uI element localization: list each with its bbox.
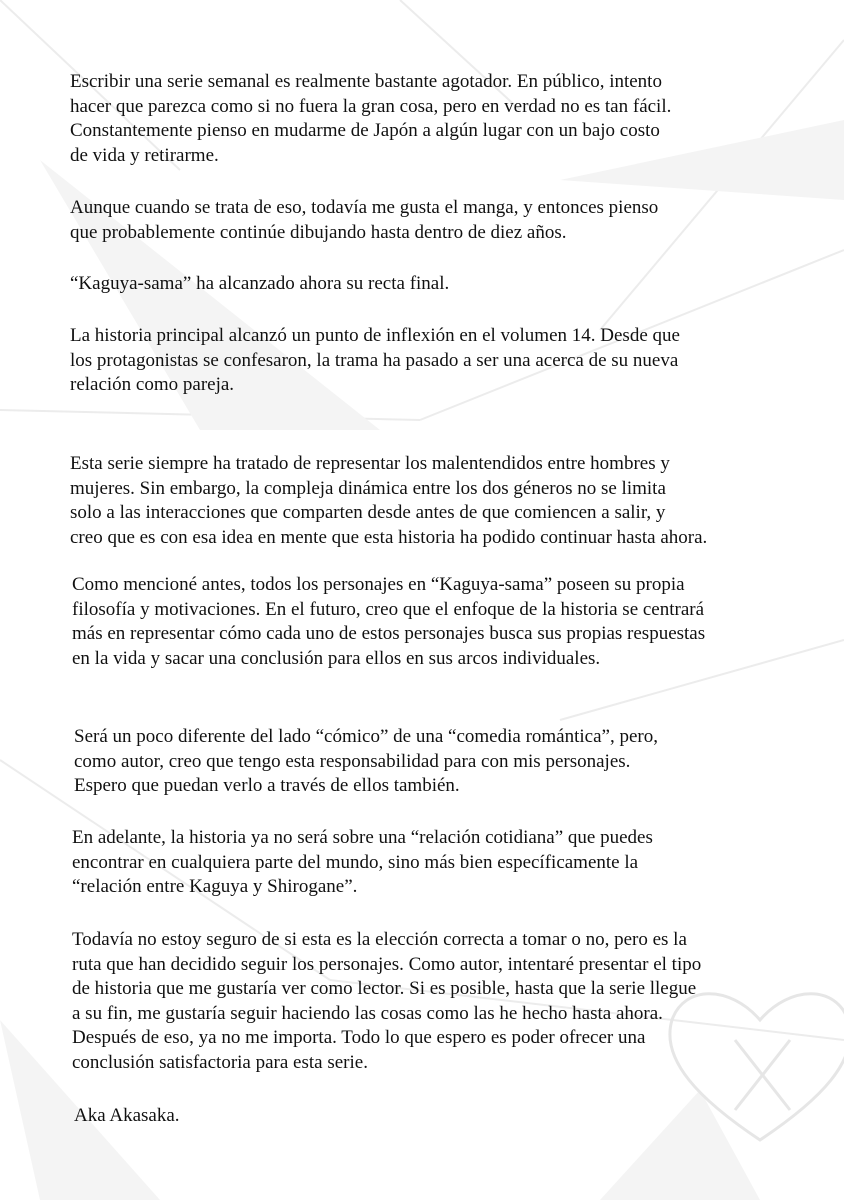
text-line: Aka Akasaka. — [74, 1105, 180, 1126]
paragraph-3 — [70, 272, 449, 297]
text-line: hacer que parezca como si no fuera la gran cosa, pero en verdad no es tan fácil. — [70, 95, 672, 117]
text-line: Escribir una serie semanal es realmente bastante agotador. En público, intento — [70, 71, 662, 92]
paragraph-7 — [74, 725, 658, 799]
paragraph-6 — [72, 573, 705, 671]
text-line: mujeres. Sin embargo, la compleja dinámica entre los dos géneros no se limita — [70, 477, 666, 499]
text-line: En adelante, la historia ya no será sobre una “relación cotidiana” que puedes — [72, 827, 653, 848]
text-line: filosofía y motivaciones. En el futuro, creo que el enfoque de la historia se centrará — [72, 598, 705, 620]
text-line: Como mencioné antes, todos los personajes en “Kaguya-sama” poseen su propia — [72, 574, 685, 595]
text-line: los protagonistas se confesaron, la trama ha pasado a ser una acerca de su nueva — [70, 349, 679, 371]
text-line: más en representar cómo cada uno de estos personajes busca sus propias respuestas — [72, 623, 706, 644]
text-line: Será un poco diferente del lado “cómico” de una “comedia romántica”, pero, — [74, 726, 658, 747]
text-line: encontrar en cualquiera parte del mundo, sino más bien específicamente la — [72, 851, 639, 873]
text-line: Después de eso, ya no me importa. Todo lo que espero es poder ofrecer una — [72, 1027, 646, 1048]
text-line: “relación entre Kaguya y Shirogane”. — [72, 876, 358, 897]
paragraph-5 — [70, 452, 707, 550]
text-line: de vida y retirarme. — [70, 144, 219, 166]
author-signature — [74, 1104, 180, 1129]
paragraph-8 — [72, 826, 653, 900]
text-line: que probablemente continúe dibujando hasta dentro de diez años. — [70, 221, 567, 243]
text-line: como autor, creo que tengo esta responsabilidad para con mis personajes. — [74, 750, 631, 772]
text-line: creo que es con esa idea en mente que esta historia ha podido continuar hasta ahora. — [70, 526, 708, 548]
paragraph-2 — [70, 196, 658, 245]
paragraph-4 — [70, 324, 680, 398]
text-line: relación como pareja. — [70, 374, 235, 395]
text-line: Esta serie siempre ha tratado de representar los malentendidos entre hombres y — [70, 453, 670, 474]
text-line: conclusión satisfactoria para esta serie. — [72, 1051, 368, 1073]
text-line: a su fin, me gustaría seguir haciendo las cosas como las he hecho hasta ahora. — [72, 1002, 663, 1024]
text-line: solo a las interacciones que comparten desde antes de que comiencen a salir, y — [70, 502, 666, 523]
paragraph-9 — [72, 928, 701, 1075]
text-line: de historia que me gustaría ver como lector. Si es posible, hasta que la serie llegue — [72, 978, 697, 999]
text-line: “Kaguya-sama” ha alcanzado ahora su recta final. — [70, 273, 450, 294]
text-line: Aunque cuando se trata de eso, todavía me gusta el manga, y entonces pienso — [70, 197, 659, 218]
text-line: en la vida y sacar una conclusión para ellos en sus arcos individuales. — [72, 647, 601, 669]
text-line: Espero que puedan verlo a través de ellos también. — [74, 775, 460, 796]
text-line: La historia principal alcanzó un punto de inflexión en el volumen 14. Desde que — [70, 325, 680, 346]
paragraph-1 — [70, 70, 671, 168]
text-line: Constantemente pienso en mudarme de Japón a algún lugar con un bajo costo — [70, 120, 660, 141]
text-line: Todavía no estoy seguro de si esta es la elección correcta a tomar o no, pero es la — [72, 929, 687, 950]
text-line: ruta que han decidido seguir los personajes. Como autor, intentaré presentar el tipo — [72, 953, 702, 975]
